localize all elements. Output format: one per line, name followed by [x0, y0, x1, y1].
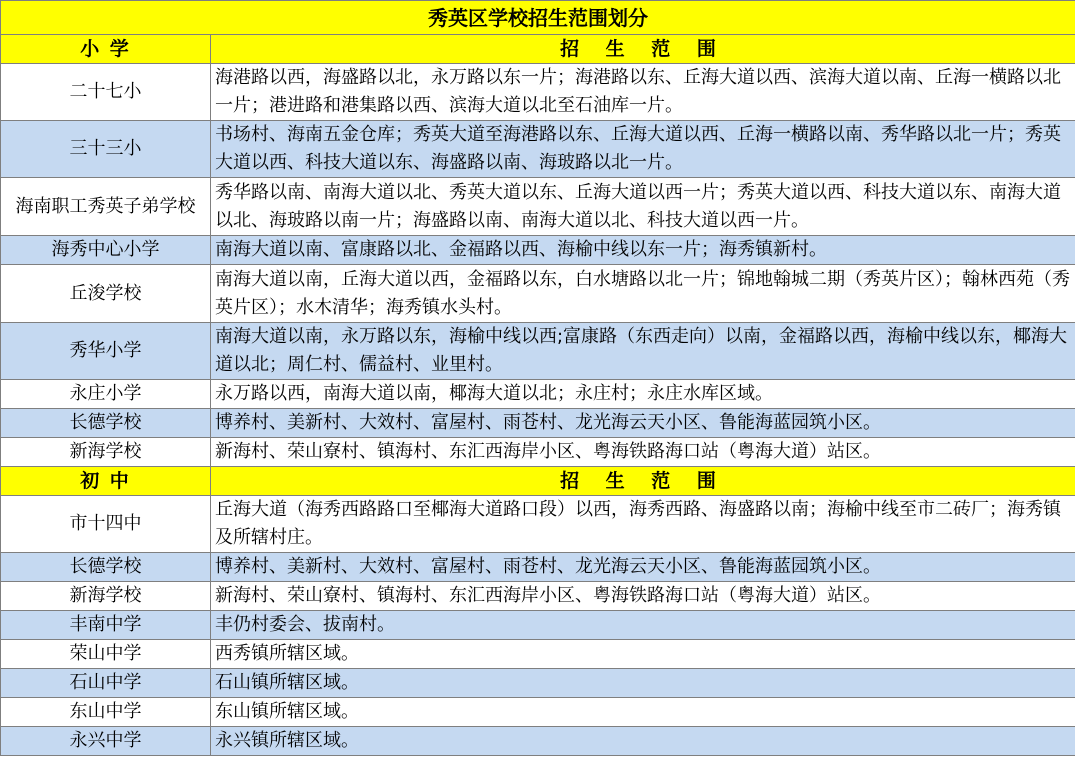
- table-row: [1, 265, 1075, 323]
- school-name: 海秀中心小学: [1, 236, 211, 265]
- table-row: [1, 640, 1075, 669]
- enrollment-scope: 南海大道以南、富康路以北、金福路以西、海榆中线以东一片；海秀镇新村。: [211, 236, 1075, 265]
- school-name: 荣山中学: [1, 640, 211, 669]
- school-name: 新海学校: [1, 438, 211, 467]
- enrollment-scope: 永兴镇所辖区域。: [211, 727, 1075, 756]
- table-row: [1, 496, 1075, 553]
- enrollment-scope: 永万路以西，南海大道以南，椰海大道以北；永庄村；永庄水库区域。: [211, 380, 1075, 409]
- school-name: 永兴中学: [1, 727, 211, 756]
- junior-level-header: 初 中: [1, 467, 211, 496]
- enrollment-scope: 南海大道以南，永万路以东，海榆中线以西;富康路（东西走向）以南，金福路以西，海榆中线以东，椰海大道以北；周仁村、儒益村、业里村。: [211, 323, 1075, 380]
- table-row: [1, 409, 1075, 438]
- enrollment-scope: 南海大道以南，丘海大道以西，金福路以东，白水塘路以北一片；锦地翰城二期（秀英片区）；翰林西苑（秀英片区）；水木清华；海秀镇水头村。: [211, 265, 1075, 323]
- enrollment-scope: 新海村、荣山寮村、镇海村、东汇西海岸小区、粤海铁路海口站（粤海大道）站区。: [211, 582, 1075, 611]
- school-name: 市十四中: [1, 496, 211, 553]
- school-name: 永庄小学: [1, 380, 211, 409]
- table-title-row: [1, 1, 1075, 35]
- school-name: 海南职工秀英子弟学校: [1, 178, 211, 236]
- table-row: [1, 323, 1075, 380]
- table-row: [1, 380, 1075, 409]
- table-row: [1, 727, 1075, 756]
- school-name: 三十三小: [1, 121, 211, 178]
- school-name: 长德学校: [1, 409, 211, 438]
- table-row: [1, 178, 1075, 236]
- enrollment-scope: 秀华路以南、南海大道以北、秀英大道以东、丘海大道以西一片；秀英大道以西、科技大道以东、南海大道以北、海玻路以南一片；海盛路以南、南海大道以北、科技大道以西一片。: [211, 178, 1075, 236]
- school-name: 丘浚学校: [1, 265, 211, 323]
- table-row: [1, 611, 1075, 640]
- table-row: [1, 438, 1075, 467]
- enrollment-scope: 新海村、荣山寮村、镇海村、东汇西海岸小区、粤海铁路海口站（粤海大道）站区。: [211, 438, 1075, 467]
- table-title: 秀英区学校招生范围划分: [1, 1, 1075, 35]
- table-row: [1, 669, 1075, 698]
- enrollment-scope: 丰仍村委会、拔南村。: [211, 611, 1075, 640]
- school-name: 丰南中学: [1, 611, 211, 640]
- school-name: 东山中学: [1, 698, 211, 727]
- enrollment-scope: 书场村、海南五金仓库；秀英大道至海港路以东、丘海大道以西、丘海一横路以南、秀华路以北一片；秀英大道以西、科技大道以东、海盛路以南、海玻路以北一片。: [211, 121, 1075, 178]
- school-name: 秀华小学: [1, 323, 211, 380]
- table-row: [1, 553, 1075, 582]
- enrollment-scope: 博养村、美新村、大效村、富屋村、雨苍村、龙光海云天小区、鲁能海蓝园筑小区。: [211, 553, 1075, 582]
- enrollment-scope: 博养村、美新村、大效村、富屋村、雨苍村、龙光海云天小区、鲁能海蓝园筑小区。: [211, 409, 1075, 438]
- table-row: [1, 64, 1075, 121]
- primary-section-header: [1, 35, 1075, 64]
- enrollment-scope: 海港路以西，海盛路以北，永万路以东一片；海港路以东、丘海大道以西、滨海大道以南、丘海一横路以北一片；港进路和港集路以西、滨海大道以北至石油库一片。: [211, 64, 1075, 121]
- table-row: [1, 582, 1075, 611]
- school-name: 二十七小: [1, 64, 211, 121]
- school-name: 长德学校: [1, 553, 211, 582]
- enrollment-scope: 东山镇所辖区域。: [211, 698, 1075, 727]
- enrollment-scope: 石山镇所辖区域。: [211, 669, 1075, 698]
- enrollment-scope: 西秀镇所辖区域。: [211, 640, 1075, 669]
- table-row: [1, 698, 1075, 727]
- school-name: 新海学校: [1, 582, 211, 611]
- table-row: [1, 121, 1075, 178]
- primary-level-header: 小 学: [1, 35, 211, 64]
- primary-range-header: 招 生 范 围: [211, 35, 1075, 64]
- junior-range-header: 招 生 范 围: [211, 467, 1075, 496]
- enrollment-scope: 丘海大道（海秀西路路口至椰海大道路口段）以西，海秀西路、海盛路以南；海榆中线至市二砖厂；海秀镇及所辖村庄。: [211, 496, 1075, 553]
- table-row: [1, 236, 1075, 265]
- school-name: 石山中学: [1, 669, 211, 698]
- junior-section-header: [1, 467, 1075, 496]
